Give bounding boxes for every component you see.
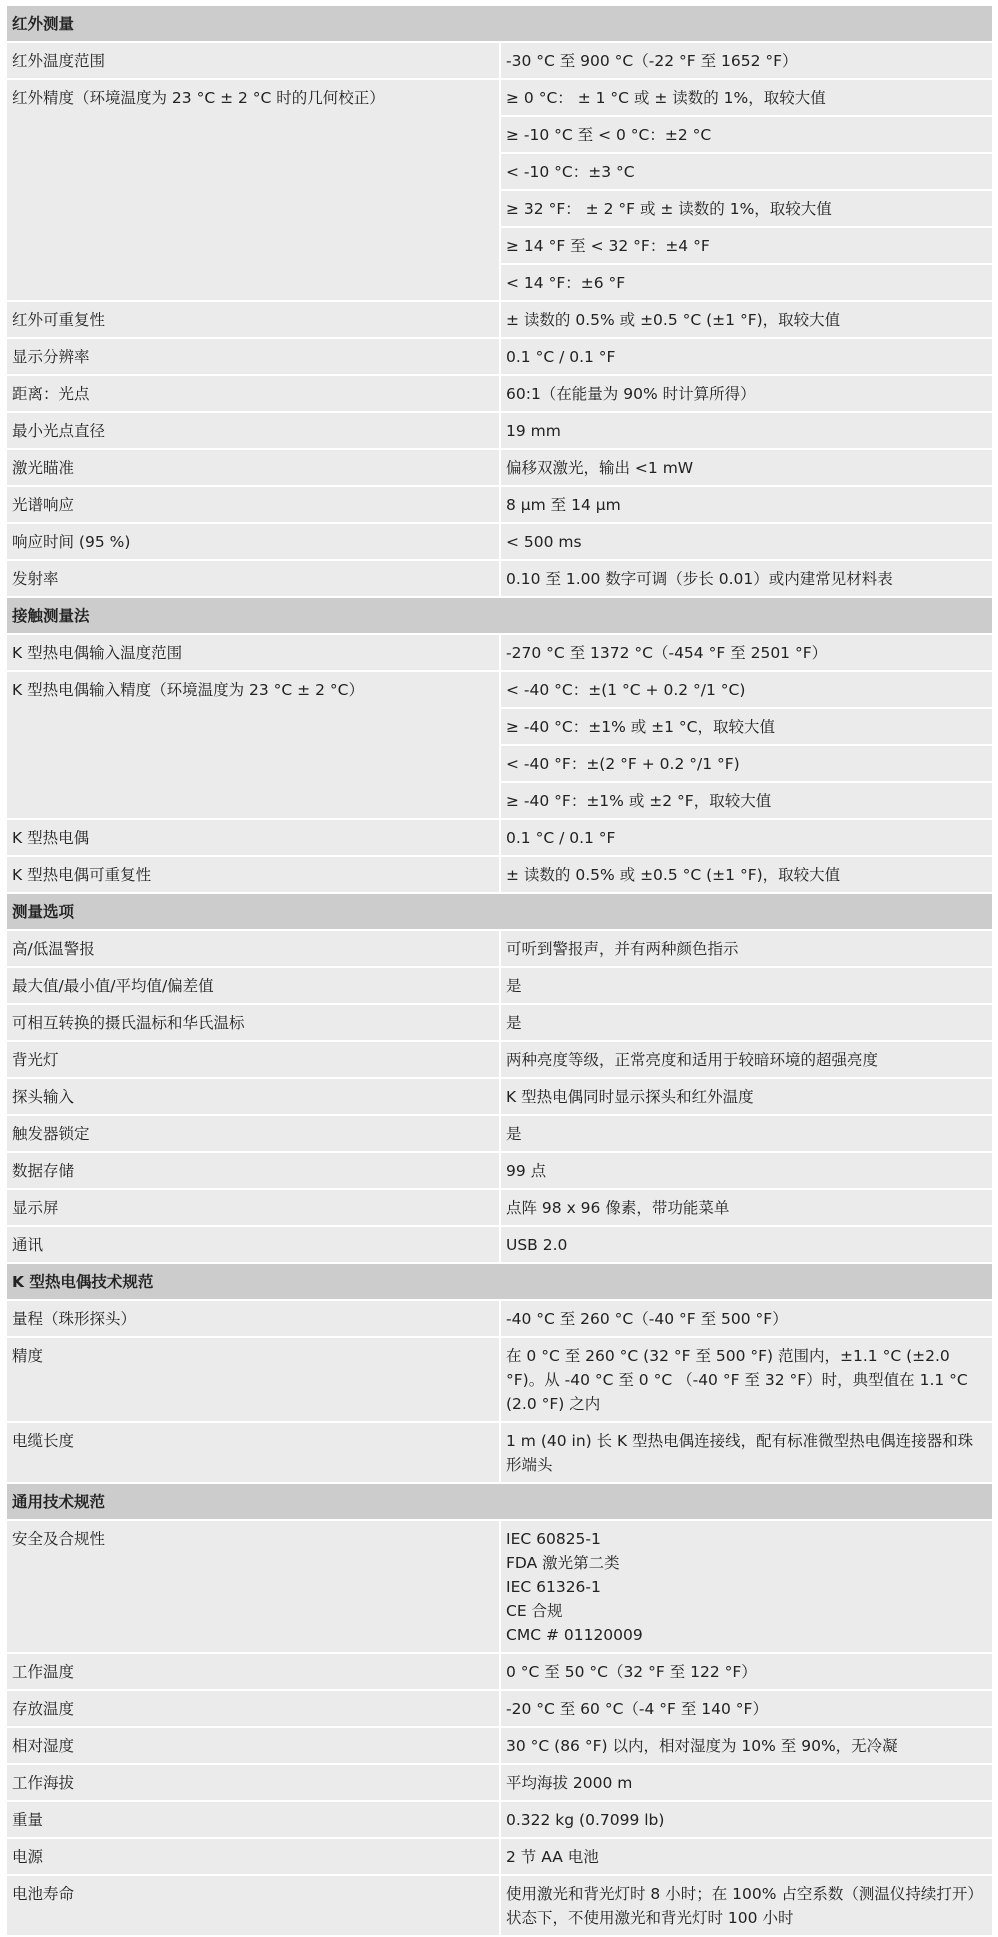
spec-value: -270 °C 至 1372 °C（-454 °F 至 2501 °F）	[500, 634, 993, 671]
spec-value: < -10 °C：±3 °C	[500, 153, 993, 190]
spec-label: K 型热电偶输入精度（环境温度为 23 °C ± 2 °C）	[6, 671, 500, 819]
spec-value: 0.1 °C / 0.1 °F	[500, 819, 993, 856]
spec-row	[6, 671, 993, 708]
spec-label: 发射率	[6, 560, 500, 597]
spec-label: 红外精度（环境温度为 23 °C ± 2 °C 时的几何校正）	[6, 79, 500, 301]
spec-value: 99 点	[500, 1152, 993, 1189]
spec-row	[6, 338, 993, 375]
spec-value: 1 m (40 in) 长 K 型热电偶连接线，配有标准微型热电偶连接器和珠形端头	[500, 1422, 993, 1483]
spec-value-line: CMC # 01120009	[506, 1626, 643, 1644]
spec-value-line: CE 合规	[506, 1602, 563, 1620]
spec-value: ≥ 32 °F： ± 2 °F 或 ± 读数的 1%，取较大值	[500, 190, 993, 227]
spec-label: 红外可重复性	[6, 301, 500, 338]
spec-label: 工作温度	[6, 1653, 500, 1690]
spec-value: 在 0 °C 至 260 °C (32 °F 至 500 °F) 范围内，±1.1 °C (±2.0 °F)。从 -40 °C 至 0 °C （-40 °F 至 32 °F）时，典型值在 1.1 °C (2.0 °F) 之内	[500, 1337, 993, 1422]
spec-row	[6, 1300, 993, 1337]
spec-row	[6, 1422, 993, 1483]
spec-row	[6, 1152, 993, 1189]
spec-value: ± 读数的 0.5% 或 ±0.5 °C (±1 °F)，取较大值	[500, 856, 993, 893]
spec-row	[6, 634, 993, 671]
spec-row	[6, 1838, 993, 1875]
spec-value: < -40 °C：±(1 °C + 0.2 °/1 °C)	[500, 671, 993, 708]
spec-value: 两种亮度等级，正常亮度和适用于较暗环境的超强亮度	[500, 1041, 993, 1078]
spec-label: 精度	[6, 1337, 500, 1422]
spec-value: 0.1 °C / 0.1 °F	[500, 338, 993, 375]
spec-value: 是	[500, 1004, 993, 1041]
section-header	[6, 1263, 993, 1300]
spec-value: < 500 ms	[500, 523, 993, 560]
spec-value: 8 µm 至 14 µm	[500, 486, 993, 523]
section-header	[6, 1483, 993, 1520]
spec-row	[6, 930, 993, 967]
spec-value: 是	[500, 967, 993, 1004]
spec-value: -40 °C 至 260 °C（-40 °F 至 500 °F）	[500, 1300, 993, 1337]
spec-row	[6, 1004, 993, 1041]
spec-label: 存放温度	[6, 1690, 500, 1727]
spec-label: 电源	[6, 1838, 500, 1875]
spec-row	[6, 449, 993, 486]
section-header	[6, 893, 993, 930]
spec-row	[6, 1226, 993, 1263]
spec-row	[6, 1189, 993, 1226]
spec-label: 背光灯	[6, 1041, 500, 1078]
spec-row	[6, 1764, 993, 1801]
spec-value-line: IEC 61326-1	[506, 1578, 601, 1596]
spec-label: 电缆长度	[6, 1422, 500, 1483]
spec-label: 工作海拔	[6, 1764, 500, 1801]
spec-label: 最大值/最小值/平均值/偏差值	[6, 967, 500, 1004]
spec-value: 2 节 AA 电池	[500, 1838, 993, 1875]
spec-value: 0.322 kg (0.7099 lb)	[500, 1801, 993, 1838]
spec-value: 0.10 至 1.00 数字可调（步长 0.01）或内建常见材料表	[500, 560, 993, 597]
spec-label: 最小光点直径	[6, 412, 500, 449]
spec-row	[6, 819, 993, 856]
spec-value-line: IEC 60825-1	[506, 1530, 601, 1548]
spec-label: 通讯	[6, 1226, 500, 1263]
spec-row	[6, 1115, 993, 1152]
spec-label: 可相互转换的摄氏温标和华氏温标	[6, 1004, 500, 1041]
spec-value: 点阵 98 x 96 像素，带功能菜单	[500, 1189, 993, 1226]
spec-value: ± 读数的 0.5% 或 ±0.5 °C (±1 °F)，取较大值	[500, 301, 993, 338]
spec-label: K 型热电偶	[6, 819, 500, 856]
spec-value: -20 °C 至 60 °C（-4 °F 至 140 °F）	[500, 1690, 993, 1727]
spec-value: 可听到警报声，并有两种颜色指示	[500, 930, 993, 967]
section-title: K 型热电偶技术规范	[6, 1263, 993, 1300]
spec-label: 激光瞄准	[6, 449, 500, 486]
spec-row	[6, 412, 993, 449]
spec-row	[6, 1801, 993, 1838]
spec-value: 0 °C 至 50 °C（32 °F 至 122 °F）	[500, 1653, 993, 1690]
spec-row	[6, 1727, 993, 1764]
spec-row	[6, 79, 993, 116]
spec-row	[6, 486, 993, 523]
section-title: 通用技术规范	[6, 1483, 993, 1520]
spec-label: 显示屏	[6, 1189, 500, 1226]
spec-row	[6, 523, 993, 560]
spec-label: 相对湿度	[6, 1727, 500, 1764]
spec-value: 使用激光和背光灯时 8 小时；在 100% 占空系数（测温仪持续打开）状态下，不使用激光和背光灯时 100 小时	[500, 1875, 993, 1936]
spec-value: 平均海拔 2000 m	[500, 1764, 993, 1801]
spec-value: ≥ -40 °C：±1% 或 ±1 °C，取较大值	[500, 708, 993, 745]
spec-label: 安全及合规性	[6, 1520, 500, 1653]
spec-value: 19 mm	[500, 412, 993, 449]
spec-label: 探头输入	[6, 1078, 500, 1115]
spec-row	[6, 1337, 993, 1422]
spec-value: 60:1（在能量为 90% 时计算所得）	[500, 375, 993, 412]
spec-value: 30 °C (86 °F) 以内，相对湿度为 10% 至 90%，无冷凝	[500, 1727, 993, 1764]
spec-value: -30 °C 至 900 °C（-22 °F 至 1652 °F）	[500, 42, 993, 79]
spec-row	[6, 375, 993, 412]
spec-value-line: FDA 激光第二类	[506, 1554, 620, 1572]
spec-label: 显示分辨率	[6, 338, 500, 375]
section-header	[6, 5, 993, 42]
spec-row	[6, 1520, 993, 1653]
spec-row	[6, 42, 993, 79]
spec-label: 触发器锁定	[6, 1115, 500, 1152]
spec-value: USB 2.0	[500, 1226, 993, 1263]
spec-row	[6, 856, 993, 893]
spec-row	[6, 1041, 993, 1078]
spec-row	[6, 1078, 993, 1115]
spec-label: 数据存储	[6, 1152, 500, 1189]
spec-label: K 型热电偶输入温度范围	[6, 634, 500, 671]
spec-value	[500, 1520, 993, 1653]
section-title: 接触测量法	[6, 597, 993, 634]
spec-value: 偏移双激光，输出 <1 mW	[500, 449, 993, 486]
spec-value: ≥ -40 °F：±1% 或 ±2 °F，取较大值	[500, 782, 993, 819]
spec-value: 是	[500, 1115, 993, 1152]
spec-label: 电池寿命	[6, 1875, 500, 1936]
spec-table	[5, 4, 994, 1937]
spec-label: 量程（珠形探头）	[6, 1300, 500, 1337]
section-title: 红外测量	[6, 5, 993, 42]
spec-value: ≥ 0 °C： ± 1 °C 或 ± 读数的 1%，取较大值	[500, 79, 993, 116]
spec-row	[6, 1653, 993, 1690]
spec-value: ≥ -10 °C 至 < 0 °C：±2 °C	[500, 116, 993, 153]
spec-row	[6, 301, 993, 338]
spec-label: 高/低温警报	[6, 930, 500, 967]
spec-table-body	[6, 5, 993, 1936]
spec-label: 重量	[6, 1801, 500, 1838]
spec-value: K 型热电偶同时显示探头和红外温度	[500, 1078, 993, 1115]
spec-value: ≥ 14 °F 至 < 32 °F：±4 °F	[500, 227, 993, 264]
spec-row	[6, 967, 993, 1004]
spec-row	[6, 1875, 993, 1936]
spec-row	[6, 1690, 993, 1727]
section-title: 测量选项	[6, 893, 993, 930]
spec-label: 响应时间 (95 %)	[6, 523, 500, 560]
spec-value: < -40 °F：±(2 °F + 0.2 °/1 °F)	[500, 745, 993, 782]
spec-label: 红外温度范围	[6, 42, 500, 79]
spec-label: K 型热电偶可重复性	[6, 856, 500, 893]
spec-label: 距离：光点	[6, 375, 500, 412]
spec-label: 光谱响应	[6, 486, 500, 523]
spec-value: < 14 °F：±6 °F	[500, 264, 993, 301]
section-header	[6, 597, 993, 634]
spec-row	[6, 560, 993, 597]
